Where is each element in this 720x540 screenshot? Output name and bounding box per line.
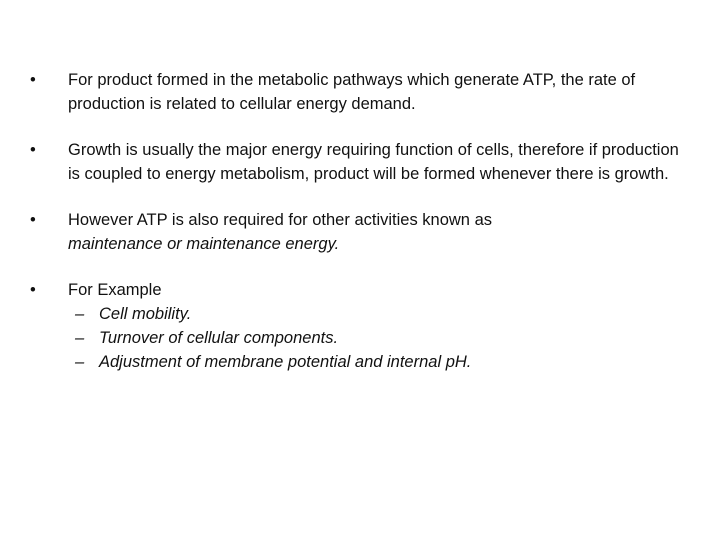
bullet-list	[30, 68, 680, 396]
sub-item-text: Cell mobility.	[99, 305, 192, 323]
bullet-text: For Example	[68, 281, 162, 299]
dash-icon: –	[75, 329, 85, 347]
sub-item-cell-mobility	[68, 302, 680, 326]
bullet-dot-icon: •	[30, 141, 36, 159]
bullet-item-for-example	[30, 278, 680, 374]
bullet-item-maintenance	[30, 208, 680, 256]
bullet-dot-icon: •	[30, 281, 36, 299]
bullet-item-growth	[30, 138, 680, 186]
bullet-text: However ATP is also required for other activities known as	[68, 211, 492, 229]
sub-item-membrane-potential	[68, 350, 680, 374]
sub-item-text: Adjustment of membrane potential and internal pH.	[99, 353, 472, 371]
dash-icon: –	[75, 305, 85, 323]
bullet-text: For product formed in the metabolic pathways which generate ATP, the rate of production is related to cellular energy demand.	[68, 71, 636, 113]
sub-item-turnover	[68, 326, 680, 350]
sub-item-text: Turnover of cellular components.	[99, 329, 339, 347]
dash-icon: –	[75, 353, 85, 371]
bullet-italic-text: maintenance or maintenance energy.	[68, 235, 340, 253]
example-sub-list	[68, 302, 680, 374]
bullet-dot-icon: •	[30, 211, 36, 229]
bullet-text: Growth is usually the major energy requiring function of cells, therefore if production is coupled to energy metabolism, product will be formed whenever there is growth.	[68, 141, 679, 183]
bullet-dot-icon: •	[30, 71, 36, 89]
bullet-item-atp-pathways	[30, 68, 680, 116]
